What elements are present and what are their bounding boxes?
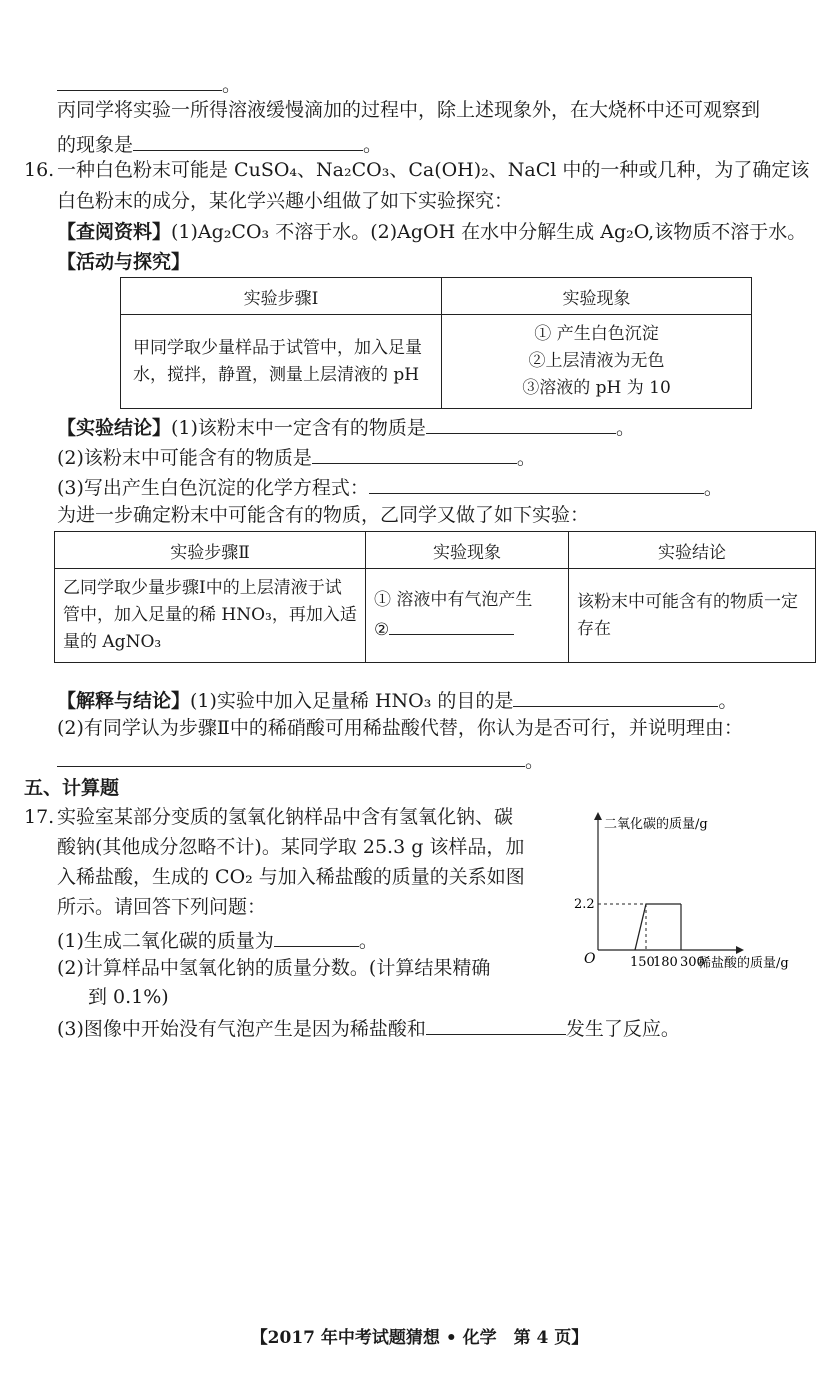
question-text: 入稀盐酸，生成的 CO₂ 与加入稀盐酸的质量的关系如图: [57, 866, 525, 888]
x-axis-arrow: [736, 946, 744, 954]
experiment-table-1: [120, 277, 752, 409]
conclusion-line-3: (3)写出产生白色沉淀的化学方程式： 。: [57, 473, 723, 500]
answer-blank[interactable]: [274, 926, 359, 947]
question-text: 酸钠(其他成分忽略不计)。某同学取 25.3 g 该样品，加: [57, 836, 525, 858]
table-header: 实验步骤Ⅱ: [55, 532, 366, 569]
answer-blank[interactable]: [312, 443, 517, 464]
y-tick-label: 2.2: [574, 897, 595, 912]
further-text: 为进一步确定粉末中可能含有的物质，乙同学又做了如下实验：: [57, 504, 590, 526]
conclusion-line-2: (2)该粉末中可能含有的物质是 。: [57, 443, 536, 470]
answer-blank[interactable]: [57, 746, 525, 767]
answer-blank[interactable]: [57, 70, 222, 91]
page-footer: 【2017 年中考试题猜想 • 化学 第 4 页】: [250, 1328, 589, 1348]
table-cell-step: 乙同学取少量步骤Ⅰ中的上层清液于试管中，加入足量的稀 HNO₃，再加入适量的 AgNO₃: [55, 569, 366, 663]
question-number: 16.: [24, 159, 55, 181]
sub-question-2a: (2)计算样品中氢氧化钠的质量分数。(计算结果精确: [57, 957, 491, 979]
table-cell-phenomena: ① 溶液中有气泡产生 ②: [366, 569, 569, 663]
sub-question-1: (1)生成二氧化碳的质量为 。: [57, 926, 378, 953]
y-axis-arrow: [594, 812, 602, 820]
co2-line: [635, 904, 681, 950]
question-text: 一种白色粉末可能是 CuSO₄、Na₂CO₃、Ca(OH)₂、NaCl 中的一种或几种，为了确定该: [57, 159, 810, 181]
question-number: 17.: [24, 806, 55, 828]
explain-line-2: (2)有同学认为步骤Ⅱ中的稀硝酸可用稀盐酸代替，你认为是否可行，并说明理由：: [57, 717, 743, 739]
answer-blank[interactable]: [389, 614, 514, 635]
answer-blank[interactable]: [133, 130, 363, 151]
conclusion-line-1: 【实验结论】(1)该粉末中一定含有的物质是 。: [57, 413, 635, 440]
answer-blank[interactable]: [369, 473, 704, 494]
x-tick-label: 180: [653, 955, 678, 970]
question-text: 所示。请回答下列问题：: [57, 896, 267, 918]
x-tick-label: 150: [630, 955, 655, 970]
co2-chart: [570, 805, 820, 980]
answer-line-top: 。: [57, 70, 241, 97]
activity-heading: 【活动与探究】: [57, 251, 191, 273]
table-header: 实验结论: [569, 532, 816, 569]
table-cell-phenomena: ① 产生白色沉淀 ②上层清液为无色 ③溶液的 pH 为 10: [442, 315, 752, 409]
question-text: 实验室某部分变质的氢氧化钠样品中含有氢氧化钠、碳: [57, 806, 514, 828]
table-header: 实验现象: [442, 278, 752, 315]
x-tick-label: 300: [680, 955, 705, 970]
text-line: 的现象是 。: [57, 130, 382, 157]
table-header: 实验现象: [366, 532, 569, 569]
sub-question-3: (3)图像中开始没有气泡产生是因为稀盐酸和 发生了反应。: [57, 1014, 680, 1041]
question-text: 白色粉末的成分，某化学兴趣小组做了如下实验探究：: [57, 190, 514, 212]
answer-blank[interactable]: [426, 413, 616, 434]
x-axis-label: 稀盐酸的质量/g: [698, 956, 789, 971]
text-line: 丙同学将实验一所得溶液缓慢滴加的过程中，除上述现象外，在大烧杯中还可观察到: [57, 99, 761, 121]
answer-blank[interactable]: [513, 686, 718, 707]
answer-blank[interactable]: [426, 1014, 566, 1035]
experiment-table-2: [54, 531, 816, 663]
reference-line: 【查阅资料】(1)Ag₂CO₃ 不溶于水。(2)AgOH 在水中分解生成 Ag₂O,该物质不溶于水。: [57, 221, 807, 243]
table-cell-step: 甲同学取少量样品于试管中，加入足量水，搅拌，静置，测量上层清液的 pH: [121, 315, 442, 409]
explain-line-1: 【解释与结论】(1)实验中加入足量稀 HNO₃ 的目的是 。: [57, 686, 737, 713]
y-axis-label: 二氧化碳的质量/g: [604, 817, 708, 832]
section-title: 五、计算题: [24, 777, 120, 799]
table-cell-conclusion: 该粉末中可能含有的物质一定存在: [569, 569, 816, 663]
table-header: 实验步骤Ⅰ: [121, 278, 442, 315]
sub-question-2b: 到 0.1%): [88, 986, 169, 1008]
origin-label: O: [584, 951, 596, 967]
explain-line-3: 。: [57, 746, 544, 773]
